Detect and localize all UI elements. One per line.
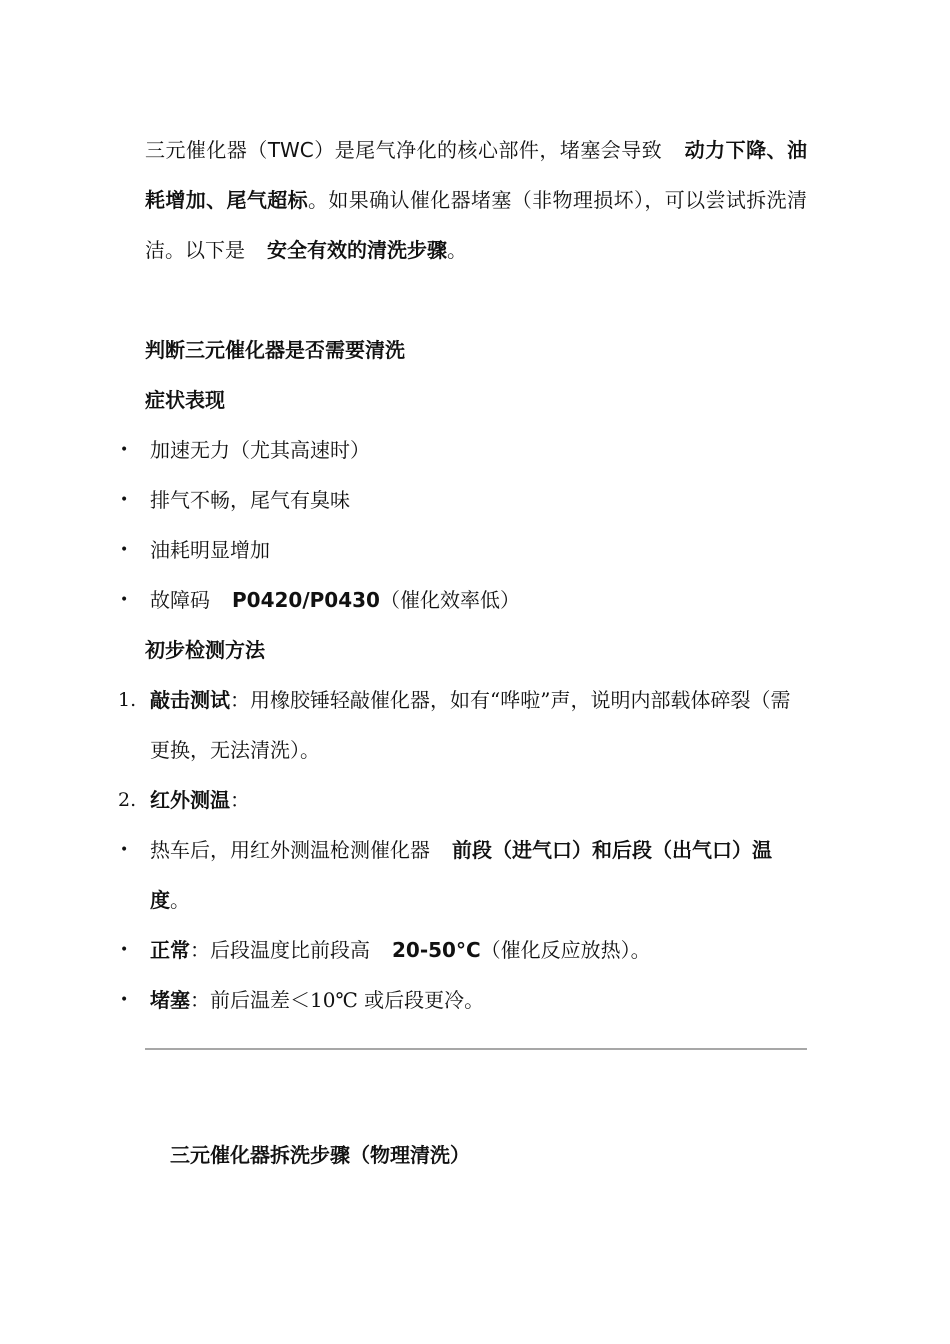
normal-text-2: （催化反应放热）。	[480, 938, 651, 962]
infrared-instruction	[150, 825, 810, 925]
section-heading-cleaning: 三元催化器拆洗步骤（物理清洗）	[170, 1143, 470, 1167]
list-item	[118, 925, 808, 975]
fault-code-line	[150, 575, 808, 625]
list-item	[118, 425, 808, 475]
subheading-symptoms: 症状表现	[145, 388, 225, 412]
method-colon: ：	[230, 788, 250, 812]
list-number: 1.	[118, 689, 137, 711]
section-heading-judge: 判断三元催化器是否需要清洗	[145, 338, 405, 362]
list-number: 2.	[118, 789, 137, 811]
normal-text-1: ：后段温度比前段高	[190, 938, 370, 962]
bullet-icon: •	[120, 942, 129, 958]
fault-code-suffix: （催化效率低）	[379, 588, 520, 612]
method-label: 敲击测试	[150, 688, 230, 712]
list-item	[118, 475, 808, 525]
method-infrared	[150, 775, 808, 825]
blocked-line	[150, 975, 808, 1025]
intro-text-3: 。如果确认催化器堵塞（非物理损坏），可以尝试拆洗清洁。以下是	[145, 188, 807, 262]
bullet-icon: •	[120, 542, 129, 558]
bullet-icon: •	[120, 442, 129, 458]
method-text: 用橡胶锤轻敲催化器，如有“哗啦”声，说明内部载体碎裂（需更换，无法清洗）。	[150, 688, 791, 762]
fault-code-value: P0420/P0430	[232, 588, 380, 612]
intro-bold-effects: 动力下降、油耗增加、尾气超标	[145, 138, 808, 212]
method-knock-test	[150, 675, 810, 775]
bullet-icon: •	[120, 842, 129, 858]
fault-code-prefix: 故障码	[150, 588, 210, 612]
intro-text-4: 。	[447, 238, 467, 262]
list-item	[118, 525, 808, 575]
normal-value: 20-50°C	[392, 938, 481, 962]
method-label: 红外测温	[150, 788, 230, 812]
symptom-text: 加速无力（尤其高速时）	[150, 438, 370, 462]
intro-text-1: 三元催化器（	[145, 138, 268, 162]
subheading-methods: 初步检测方法	[145, 638, 265, 662]
normal-line	[150, 925, 808, 975]
normal-label: 正常	[150, 938, 190, 962]
symptom-text: 油耗明显增加	[150, 538, 270, 562]
intro-paragraph	[145, 125, 807, 275]
intro-bold-steps: 安全有效的清洗步骤	[267, 238, 447, 262]
method-colon: ：	[230, 688, 250, 712]
bullet-icon: •	[120, 592, 129, 608]
symptom-text: 排气不畅，尾气有臭味	[150, 488, 350, 512]
blocked-label: 堵塞	[150, 988, 190, 1012]
bullet-icon: •	[120, 992, 129, 1008]
intro-twc: TWC	[267, 138, 314, 162]
blocked-text: ：前后温差＜10℃ 或后段更冷。	[190, 988, 485, 1012]
list-item	[118, 575, 808, 625]
intro-text-2: ）是尾气净化的核心部件，堵塞会导致	[313, 138, 663, 162]
bullet-icon: •	[120, 492, 129, 508]
infrared-text-2: 。	[170, 888, 190, 912]
list-item	[118, 825, 808, 925]
list-item	[118, 975, 808, 1025]
infrared-text-1: 热车后，用红外测温枪测催化器	[150, 838, 430, 862]
infrared-bold: 前段（进气口）和后段（出气口）温度	[150, 838, 772, 912]
list-item	[118, 675, 808, 775]
horizontal-divider	[145, 1048, 807, 1050]
list-item	[118, 775, 808, 825]
